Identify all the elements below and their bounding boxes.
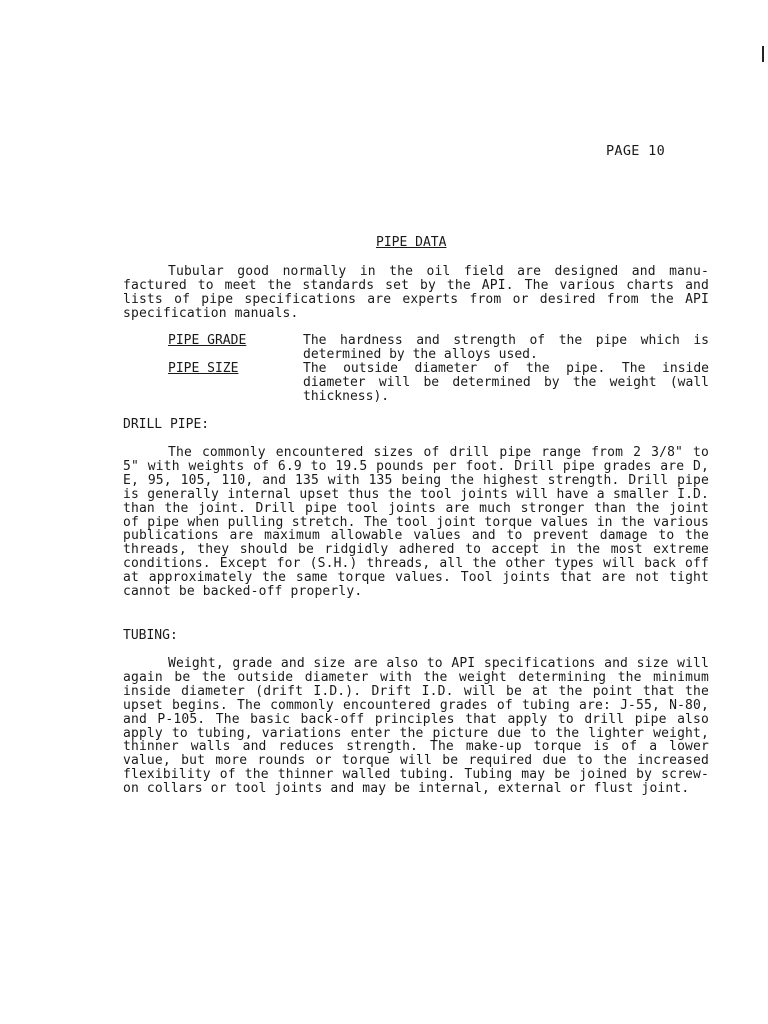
definition-description: The hardness and strength of the pipe which is determined by the alloys used.: [303, 333, 709, 362]
intro-paragraph: Tubular good normally in the oil field are designed and manu-factured to meet the standards set by the API. The various charts and lists of pipe specifications are experts from or desired from the API specification manuals.: [123, 264, 709, 321]
definition-term: PIPE SIZE: [168, 361, 239, 376]
section-heading-tubing: TUBING:: [123, 628, 178, 643]
section-heading-drill-pipe: DRILL PIPE:: [123, 417, 210, 432]
page-number: PAGE 10: [606, 143, 665, 159]
page-edge-mark: [762, 46, 764, 62]
intro-paragraph-block: [123, 265, 709, 321]
tubing-paragraph: Weight, grade and size are also to API specifications and size will again be the outside diameter with the weight determining the minimum inside diameter (drift I.D.). Drift I.D. will be at the point that the upset begins. The commonly encountered grades of tubing are: J-55, N-80, and P-105. The basic back-off principles that apply to drill pipe also apply to tubing, variations enter the picture due to the lighter weight, thinner walls and reduces strength. The make-up torque is of a lower value, but more rounds or torque will be required due to the increased flexibility of the thinner walled tubing. Tubing may be joined by screw-on collars or tool joints and may be internal, external or flust joint.: [123, 656, 709, 797]
definition-description: The outside diameter of the pipe. The inside diameter will be determined by the weight (wall thickness).: [303, 361, 709, 404]
document-title: PIPE DATA: [376, 235, 447, 250]
tubing-paragraph-block: [123, 657, 709, 796]
drill-pipe-paragraph: The commonly encountered sizes of drill pipe range from 2 3/8" to 5" with weights of 6.9 to 19.5 pounds per foot. Drill pipe grades are D, E, 95, 105, 110, and 135 with 135 being the highest strength. Drill pipe is generally internal upset thus the tool joints will have a smaller I.D. than the joint. Drill pipe tool joints are much stronger than the joint of pipe when pulling stretch. The tool joint torque values in the various publications are maximum allowable values and to prevent damage to the threads, they should be ridgidly adhered to accept in the most extreme conditions. Except for (S.H.) threads, all the other types will back off at approximately the same torque values. Tool joints that are not tight cannot be backed-off properly.: [123, 445, 709, 600]
drill-pipe-paragraph-block: [123, 446, 709, 599]
definition-term: PIPE GRADE: [168, 333, 247, 348]
